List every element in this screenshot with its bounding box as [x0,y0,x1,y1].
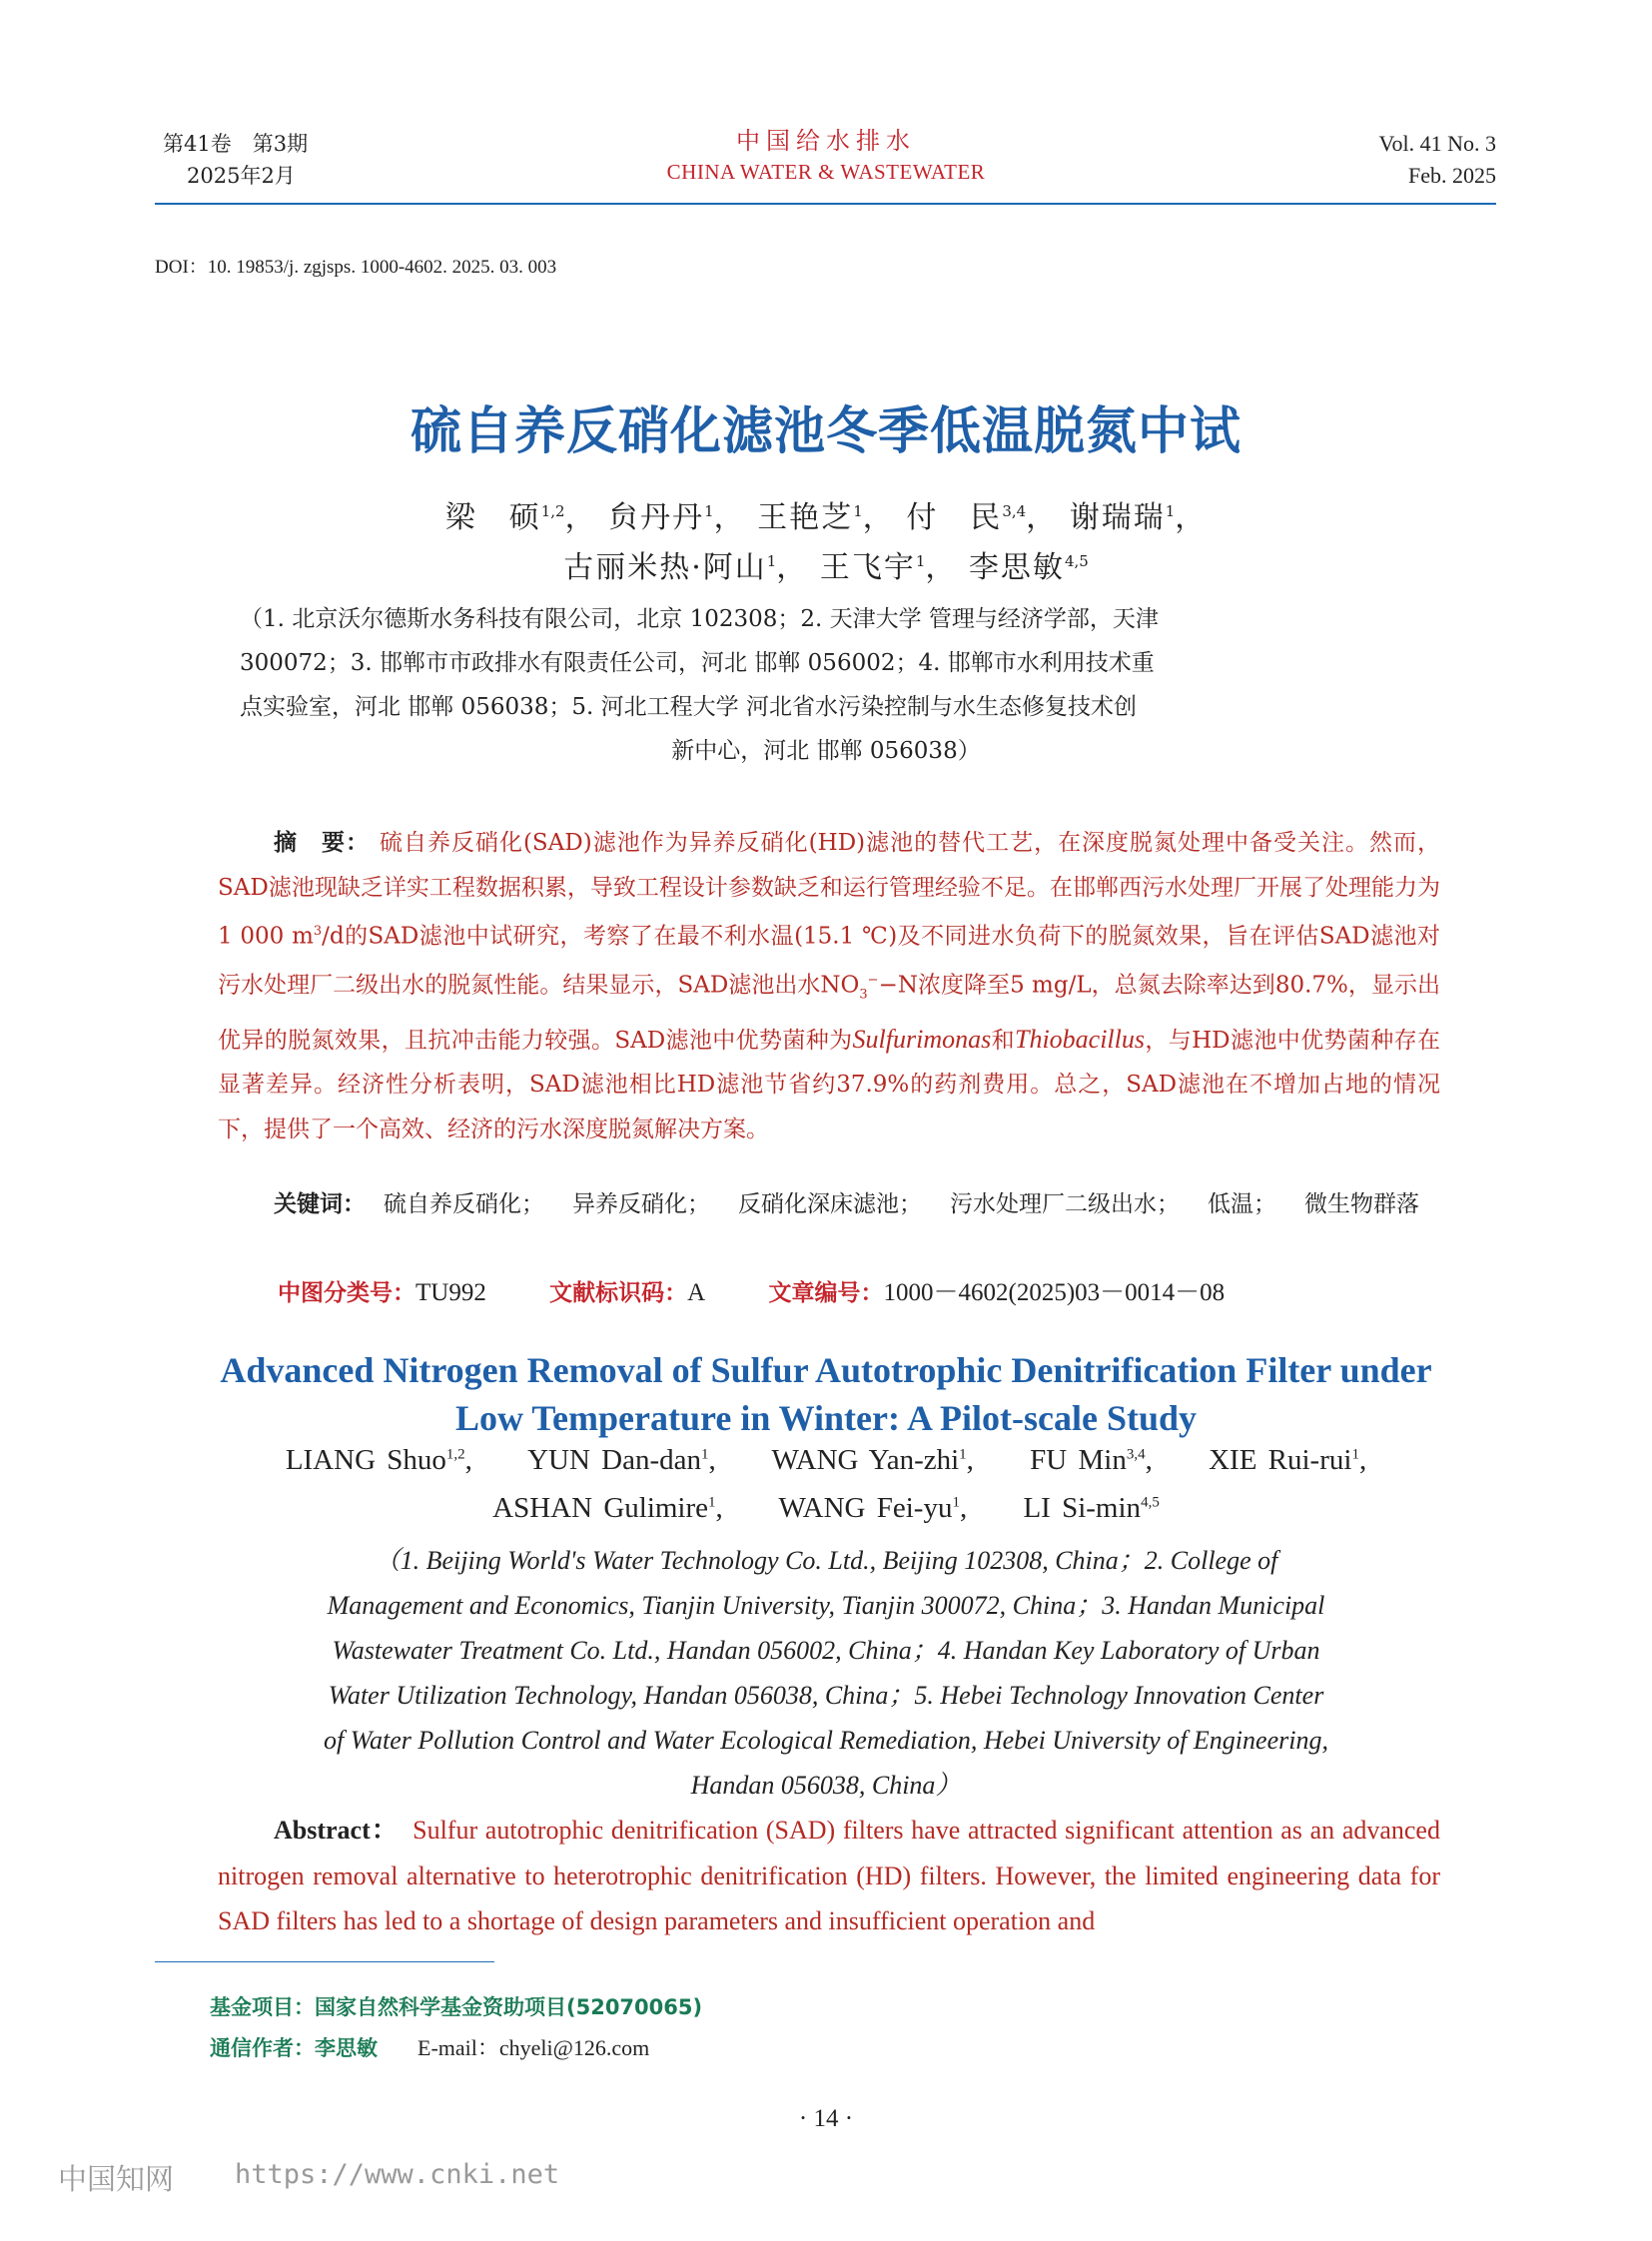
classification-line [278,1273,1225,1313]
author-cn: 王艳芝$^1$， [757,500,895,535]
header-date-line: 2025年2月 [187,164,296,188]
abstract-en-label: Abstract： [274,1816,400,1845]
author-en: WANG Yan-zhi$^1$, [771,1444,974,1476]
affiliation-line: 300072；3. 邯郸市市政排水有限责任公司，河北 邯郸 056002；4. 邯郸市水利用技术重 [240,650,1155,676]
header-volume-en-line: Vol. 41 No. 3 [1378,131,1496,156]
journal-name-en: CHINA WATER & WASTEWATER [666,160,986,184]
affiliations-en [200,1538,1452,1808]
abstract-cn-label: 摘 要： [274,830,370,856]
abstract-en-text: Sulfur autotrophic denitrification (SAD) filters have attracted significant attention as an advanced nitrogen removal alternative to heterotrophic denitrification (HD) filters. However, the limited engineering data for SAD filters has led to a shortage of design parameters and insufficient operation and [218,1816,1440,1935]
keyword: 微生物群落 [1304,1191,1419,1217]
abstract-cn: 摘 要： 硫自养反硝化(SAD)滤池作为异养反硝化(HD)滤池的替代工艺，在深度脱氮处理中备受关注。然而，SAD滤池现缺乏详实工程数据积累，导致工程设计参数缺乏和运行管理经验不足。在邯郸西污水处理厂开展了处理能力为1 000 $m^3/d$的SAD滤池中试研究，考察了在最不利水温(15.1 ℃)及不同进水负荷下的脱氮效果，旨在评估SAD滤池对污水处理厂二级出水的脱氮性能。结果显示，SAD滤池出水$NO_3^--N$浓度降至5 mg/L，总氮去除率达到80.7%，显示出优异的脱氮效果，且抗冲击能力较强。SAD滤池中优势菌种为Sulfurimonas和Thiobacillus，与HD滤池中优势菌种存在显著差异。经济性分析表明，SAD滤池相比HD滤池节省约37.9%的药剂费用。总之，SAD滤池在不增加占地的情况下，提供了一个高效、经济的污水深度脱氮解决方案。 [218,830,1440,1142]
corresponding-name: 李思敏 [315,2036,378,2060]
corresponding-label: 通信作者： [210,2036,315,2060]
funding-value: 国家自然科学基金资助项目(52070065) [315,1995,703,2019]
footnote-rule [155,1961,494,1962]
keyword: 污水处理厂二级出水； [950,1191,1180,1217]
author-en: ASHAN Gulimire$^1$, [492,1492,723,1524]
affiliation-en-line: Handan 056038, China） [690,1771,962,1800]
funding-note [210,1987,702,2027]
header-date-en-line: Feb. 2025 [1408,163,1496,188]
article-no-label: 文章编号： [768,1280,884,1306]
header-rule [155,203,1496,205]
doc-code-value: A [687,1279,706,1306]
affiliations-cn [240,597,1412,773]
clc-value: TU992 [415,1279,486,1306]
article-no-value: 1000－4602(2025)03－0014－08 [883,1279,1226,1306]
author-en: XIE Rui-rui$^1$, [1209,1444,1367,1476]
paper-title-en-line1: Advanced Nitrogen Removal of Sulfur Autotrophic Denitrification Filter under [220,1350,1432,1390]
cnki-url-link[interactable]: https://www.cnki.net [235,2159,560,2190]
author-cn: 梁 硕$^{1,2}$， [444,500,597,535]
doi: DOI：10. 19853/j. zgjsps. 1000-4602. 2025. 03. 003 [155,257,557,278]
author-cn: 李思敏$^{4,5}$ [968,550,1089,585]
author-en: WANG Fei-$yu^1$, [778,1492,968,1524]
affiliation-line: （1. 北京沃尔德斯水务科技有限公司，北京 102308；2. 天津大学 管理与经济学部，天津 [240,606,1159,632]
journal-name-cn: 中国给水排水 [736,127,916,155]
author-en: LIANG Shuo$^{1,2}$, [285,1444,472,1476]
affiliation-line: 新中心，河北 邯郸 056038） [671,738,981,764]
authors-en-line2 [0,1492,1652,1525]
author-cn: 付 民$^{3,4}$， [906,500,1059,535]
affiliation-line: 点实验室，河北 邯郸 056038；5. 河北工程大学 河北省水污染控制与水生态修复技术创 [240,694,1137,720]
cnki-brand: 中国知网 [58,2162,175,2196]
authors-cn-line2 [0,542,1652,586]
keywords-cn-label: 关键词： [274,1191,366,1217]
authors-cn-line1 [0,492,1652,536]
paper-title-en [0,1346,1652,1442]
affiliation-en-line: Management and Economics, Tianjin University, Tianjin 300072, China；3. Handan Municipal [327,1591,1325,1620]
corresponding-author-note [210,2028,649,2068]
doc-code-label: 文献标识码： [549,1280,688,1306]
author-cn: 王飞宇$^1$， [819,550,958,585]
keywords-cn [218,1183,1440,1225]
keyword: 低温； [1208,1191,1276,1217]
paper-title-en-line2: Low Temperature in Winter: A Pilot-scale Study [454,1398,1198,1438]
email-label: E-mail： [417,2035,499,2060]
authors-en-line1 [0,1444,1652,1477]
header-volume-line: 第41卷 第3期 [163,132,309,156]
affiliation-en-line: Wastewater Treatment Co. Ltd., Handan 056002, China；4. Handan Key Laboratory of Urban [332,1636,1320,1665]
affiliation-en-line: Water Utilization Technology, Handan 056038, China；5. Hebei Technology Innovation Center [328,1681,1324,1710]
keyword: 异养反硝化； [572,1191,710,1217]
author-cn: 谢瑞瑞$^1$， [1069,500,1208,535]
affiliation-en-line: （1. Beijing World's Water Technology Co. Ltd., Beijing 102308, China；2. College of [374,1546,1278,1575]
funding-label: 基金项目： [210,1995,315,2019]
author-en: LI $Si-\min^{4,5}$ [1023,1492,1160,1524]
keyword: 硫自养反硝化； [384,1191,544,1217]
keyword: 反硝化深床滤池； [738,1191,922,1217]
author-en: YUN Dan-dan$^1$, [527,1444,716,1476]
email-value[interactable]: chyeli@126.com [498,2035,650,2060]
author-en: FU Min$^{3,4}$, [1030,1444,1153,1476]
clc-label: 中图分类号： [278,1280,415,1306]
author-cn: 贠丹丹$^1$， [608,500,746,535]
author-cn: 古丽米热·阿山$^1$， [563,550,809,585]
paper-title-cn: 硫自养反硝化滤池冬季低温脱氮中试 [410,402,1241,461]
abstract-en [218,1808,1440,1944]
page-number: · 14 · [798,2105,854,2132]
affiliation-en-line: of Water Pollution Control and Water Ecological Remediation, Hebei University of Engineering, [324,1726,1328,1755]
header-volume-en [1378,128,1496,192]
